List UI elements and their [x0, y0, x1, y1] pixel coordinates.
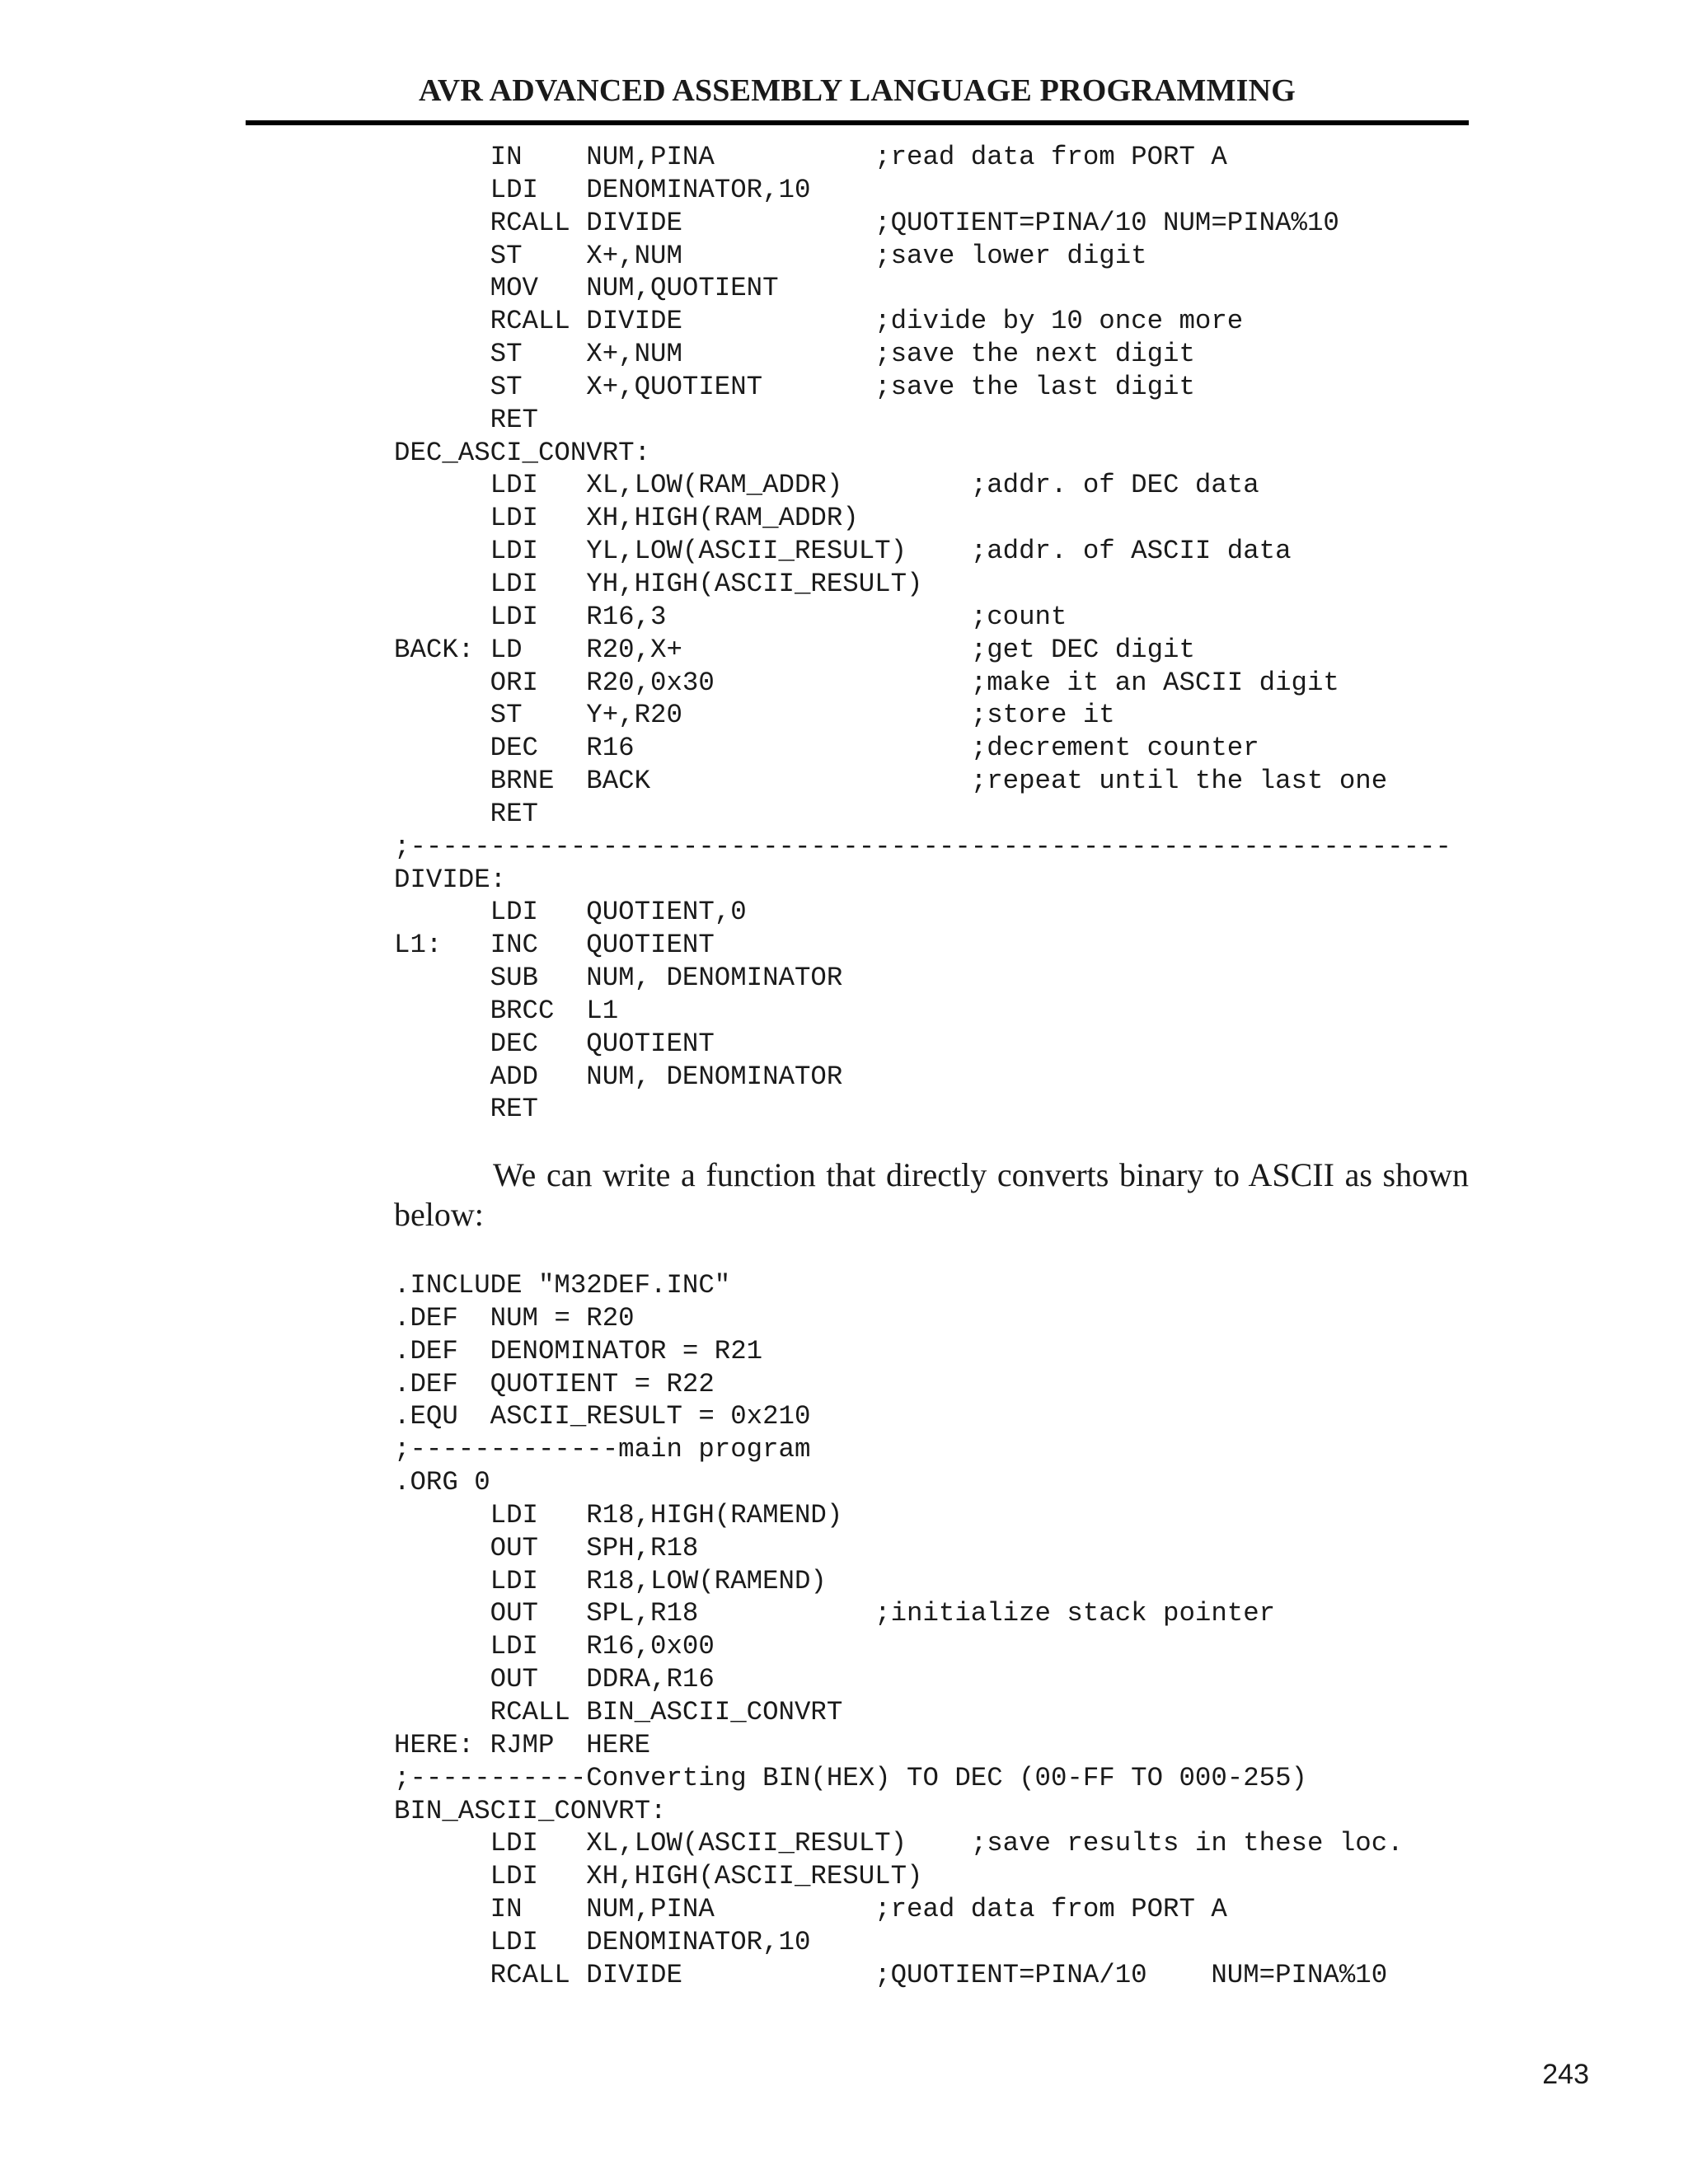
code-line: IN NUM,PINA ;read data from PORT A	[394, 1894, 1227, 1925]
code-line: DEC R16 ;decrement counter	[394, 733, 1259, 764]
code-line: .DEF NUM = R20	[394, 1302, 635, 1333]
code-line: DEC_ASCI_CONVRT:	[394, 437, 651, 468]
code-line: RCALL BIN_ASCII_CONVRT	[394, 1696, 843, 1727]
code-line: RET	[394, 1094, 538, 1125]
code-listing-1	[394, 141, 1451, 1126]
code-line: LDI DENOMINATOR,10	[394, 174, 811, 205]
code-line: RET	[394, 404, 538, 435]
code-line: LDI YH,HIGH(ASCII_RESULT)	[394, 568, 923, 599]
code-line: LDI R18,LOW(RAMEND)	[394, 1565, 827, 1596]
code-line: DIVIDE:	[394, 864, 507, 895]
code-line: ;-----------------------------------------------------------------	[394, 831, 1451, 862]
code-line: HERE: RJMP HERE	[394, 1729, 651, 1760]
code-line: ST X+,QUOTIENT ;save the last digit	[394, 371, 1195, 402]
code-line: RCALL DIVIDE ;divide by 10 once more	[394, 306, 1244, 337]
code-line: .ORG 0	[394, 1467, 490, 1498]
code-line: BRNE BACK ;repeat until the last one	[394, 766, 1388, 797]
code-line: BIN_ASCII_CONVRT:	[394, 1795, 667, 1826]
code-line: ST Y+,R20 ;store it	[394, 700, 1115, 731]
code-line: ADD NUM, DENOMINATOR	[394, 1061, 843, 1092]
code-listing-2	[394, 1269, 1404, 1992]
code-line: .INCLUDE "M32DEF.INC"	[394, 1270, 731, 1301]
code-line: RCALL DIVIDE ;QUOTIENT=PINA/10 NUM=PINA%10	[394, 1959, 1388, 1990]
code-line: LDI XL,LOW(ASCII_RESULT) ;save results in these loc.	[394, 1828, 1404, 1859]
code-line: L1: INC QUOTIENT	[394, 930, 715, 961]
code-line: ;-----------Converting BIN(HEX) TO DEC (00-FF TO 000-255)	[394, 1762, 1307, 1793]
code-line: DEC QUOTIENT	[394, 1028, 715, 1059]
code-line: .EQU ASCII_RESULT = 0x210	[394, 1401, 811, 1432]
code-line: LDI XH,HIGH(RAM_ADDR)	[394, 503, 859, 534]
code-line: ;-------------main program	[394, 1434, 811, 1465]
code-line: MOV NUM,QUOTIENT	[394, 273, 779, 304]
code-line: ST X+,NUM ;save the next digit	[394, 339, 1195, 370]
code-line: OUT SPH,R18	[394, 1532, 699, 1563]
code-line: OUT DDRA,R16	[394, 1664, 715, 1695]
code-line: OUT SPL,R18 ;initialize stack pointer	[394, 1598, 1276, 1629]
code-line: .DEF DENOMINATOR = R21	[394, 1335, 763, 1366]
code-line: RCALL DIVIDE ;QUOTIENT=PINA/10 NUM=PINA%10	[394, 207, 1339, 238]
code-line: LDI YL,LOW(ASCII_RESULT) ;addr. of ASCII data	[394, 536, 1292, 567]
page-number: 243	[1542, 2059, 1589, 2090]
code-line: BACK: LD R20,X+ ;get DEC digit	[394, 634, 1195, 665]
code-line: LDI R18,HIGH(RAMEND)	[394, 1499, 843, 1530]
code-line: LDI R16,0x00	[394, 1631, 715, 1662]
code-line: LDI DENOMINATOR,10	[394, 1926, 811, 1957]
code-line: ORI R20,0x30 ;make it an ASCII digit	[394, 667, 1339, 698]
code-line: LDI R16,3 ;count	[394, 601, 1067, 632]
code-line: ST X+,NUM ;save lower digit	[394, 240, 1147, 271]
running-header: AVR ADVANCED ASSEMBLY LANGUAGE PROGRAMMING	[418, 73, 1296, 108]
code-line: BRCC L1	[394, 995, 619, 1026]
code-line: .DEF QUOTIENT = R22	[394, 1368, 715, 1399]
body-paragraph: We can write a function that directly converts binary to ASCII as shown below:	[394, 1156, 1469, 1233]
code-line: IN NUM,PINA ;read data from PORT A	[394, 142, 1227, 172]
code-line: LDI XH,HIGH(ASCII_RESULT)	[394, 1861, 923, 1892]
code-line: RET	[394, 798, 538, 829]
code-line: LDI XL,LOW(RAM_ADDR) ;addr. of DEC data	[394, 470, 1259, 501]
code-line: SUB NUM, DENOMINATOR	[394, 963, 843, 994]
code-line: LDI QUOTIENT,0	[394, 897, 747, 928]
header-rule	[246, 120, 1469, 125]
